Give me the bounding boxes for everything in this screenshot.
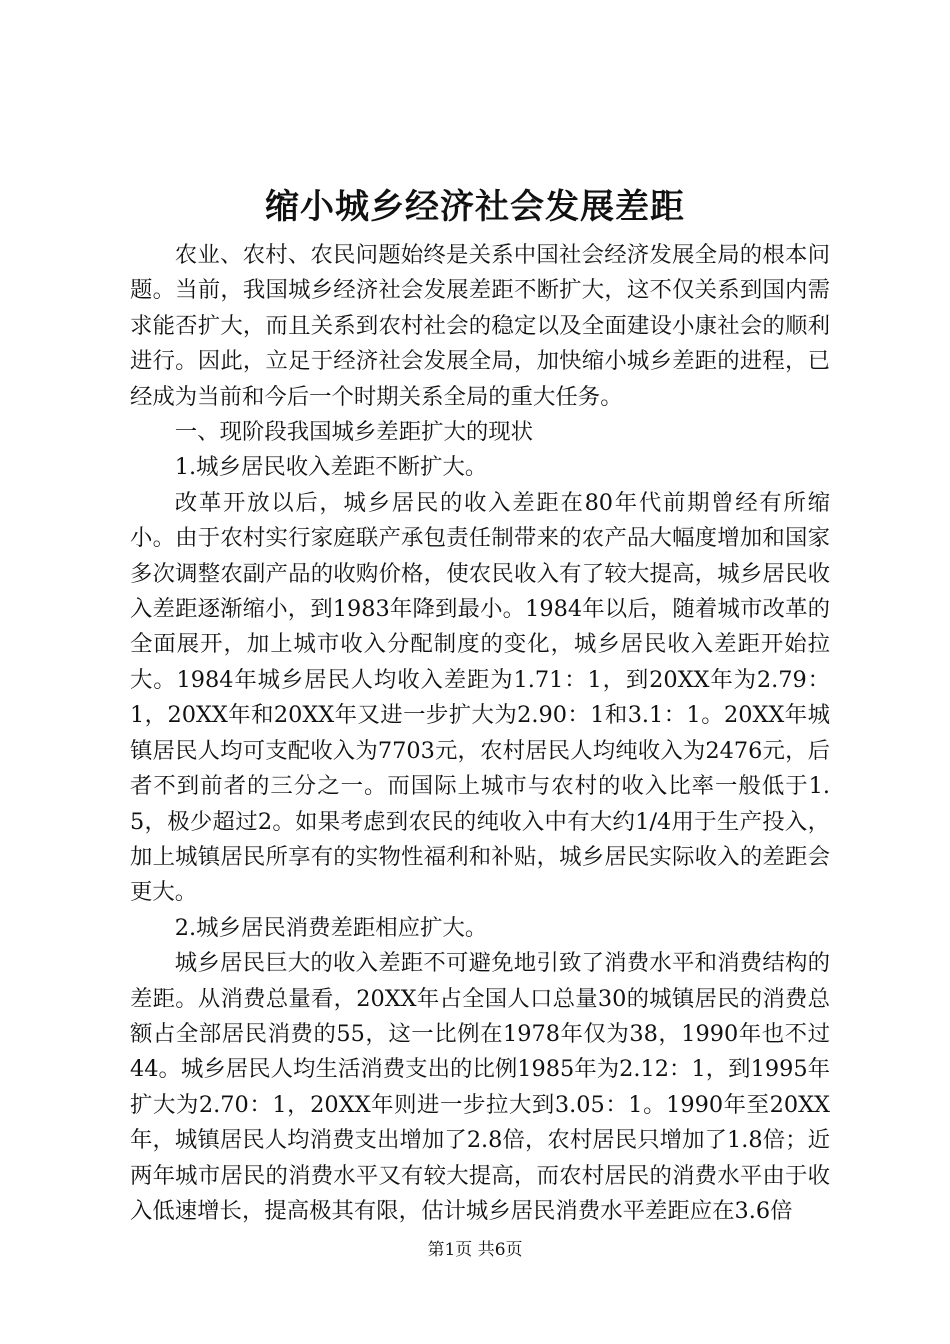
section-heading: 一、现阶段我国城乡差距扩大的现状 <box>174 419 534 446</box>
body-paragraph: 改革开放以后，城乡居民的收入差距在80年代前期曾经有所缩小。由于农村实行家庭联产承包责任制带来的农产品大幅度增加和国家多次调整农副产品的收购价格，使农民收入有了较大提高，城乡居民收入差距逐渐缩小，到1983年降到最小。1984年以后，随着城市改革的全面展开，加上城市收入分配制度的变化，城乡居民收入差距开始拉大。1984年城乡居民人均收入差距为1.71：1，到20XX年为2.79：1，20XX年和20XX年又进一步扩大为2.90：1和3.1：1。20XX年城镇居民人均可支配收入为7703元，农村居民人均纯收入为2476元，后者不到前者的三分之一。而国际上城市与农村的收入比率一般低于1.5，极少超过2。如果考虑到农民的纯收入中有大约1/4用于生产投入，加上城镇居民所享有的实物性福利和补贴，城乡居民实际收入的差距会更大。 <box>130 489 830 906</box>
document-body <box>130 238 830 1229</box>
subsection-heading: 2.城乡居民消费差距相应扩大。 <box>174 914 488 941</box>
body-paragraph: 城乡居民巨大的收入差距不可避免地引致了消费水平和消费结构的差距。从消费总量看，20XX年占全国人口总量30的城镇居民的消费总额占全部居民消费的55，这一比例在1978年仅为38，1990年也不过44。城乡居民人均生活消费支出的比例1985年为2.12：1，到1995年扩大为2.70：1，20XX年则进一步拉大到3.05：1。1990年至20XX年，城镇居民人均消费支出增加了2.8倍，农村居民只增加了1.8倍；近两年城市居民的消费水平又有较大提高，而农村居民的消费水平由于收入低速增长，提高极其有限，估计城乡居民消费水平差距应在3.6倍 <box>130 950 830 1224</box>
body-paragraph: 农业、农村、农民问题始终是关系中国社会经济发展全局的根本问题。当前，我国城乡经济社会发展差距不断扩大，这不仅关系到国内需求能否扩大，而且关系到农村社会的稳定以及全面建设小康社会的顺利进行。因此，立足于经济社会发展全局，加快缩小城乡差距的进程，已经成为当前和今后一个时期关系全局的重大任务。 <box>130 242 830 410</box>
document-title: 缩小城乡经济社会发展差距 <box>265 187 685 227</box>
subsection-heading: 1.城乡居民收入差距不断扩大。 <box>174 454 488 481</box>
page-footer: 第1页 共6页 <box>427 1240 523 1260</box>
